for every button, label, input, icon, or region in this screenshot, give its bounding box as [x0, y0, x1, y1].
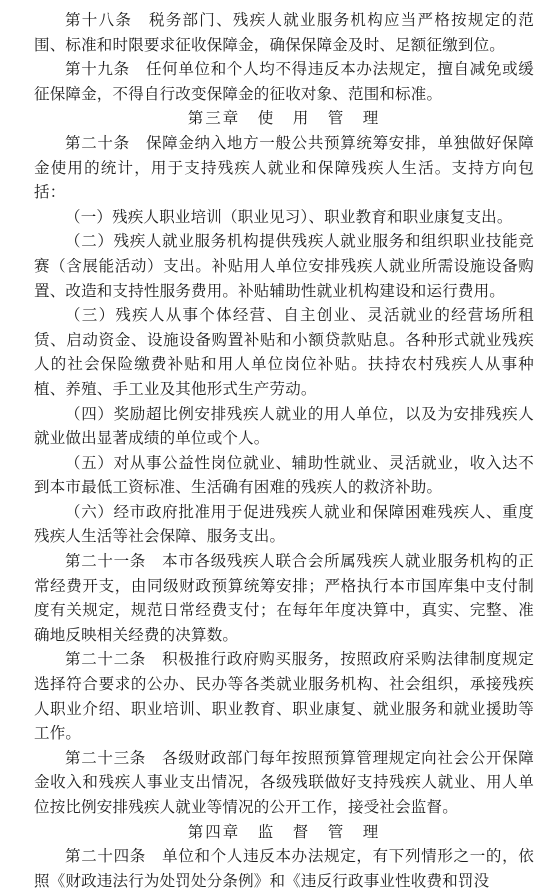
chapter-4-heading: 第四章 监 督 管 理	[187, 822, 381, 841]
article-20-item-3: （三）残疾人从事个体经营、自主创业、灵活就业的经营场所租赁、启动资金、设施设备购置补贴和小额贷款贴息。各种形式就业残疾人的社会保险缴费补贴和用人单位岗位补贴。扶持农村残疾人从事种植、养殖、手工业及其他形式生产劳动。	[34, 306, 534, 398]
article-20-item-4: （四）奖励超比例安排残疾人就业的用人单位，以及为安排残疾人就业做出显著成绩的单位或个人。	[34, 404, 534, 448]
article-20-item-2: （二）残疾人就业服务机构提供残疾人就业服务和组织职业技能竞赛（含展能活动）支出。补贴用人单位安排残疾人就业所需设施设备购置、改造和支持性服务费用。补贴辅助性就业机构建设和运行费用。	[34, 232, 534, 300]
article-23: 第二十三条 各级财政部门每年按照预算管理规定向社会公开保障金收入和残疾人事业支出情况，各级残联做好支持残疾人就业、用人单位按比例安排残疾人就业等情况的公开工作，接受社会监督。	[34, 748, 534, 816]
article-20-item-6: （六）经市政府批准用于促进残疾人就业和保障困难残疾人、重度残疾人生活等社会保障、服务支出。	[34, 502, 534, 546]
article-20: 第二十条 保障金纳入地方一般公共预算统筹安排，单独做好保障金使用的统计，用于支持残疾人就业和保障残疾人生活。支持方向包括：	[34, 133, 534, 202]
chapter-3-heading: 第三章 使 用 管 理	[187, 109, 381, 128]
article-18: 第十八条 税务部门、残疾人就业服务机构应当严格按规定的范围、标准和时限要求征收保障金，确保保障金及时、足额征缴到位。	[34, 11, 534, 54]
article-20-item-5: （五）对从事公益性岗位就业、辅助性就业、灵活就业，收入达不到本市最低工资标准、生活确有困难的残疾人的救济补助。	[34, 453, 534, 497]
article-19: 第十九条 任何单位和个人均不得违反本办法规定，擅自减免或缓征保障金，不得自行改变保障金的征收对象、范围和标准。	[34, 60, 534, 103]
article-20-item-1: （一）残疾人职业培训（职业见习）、职业教育和职业康复支出。	[65, 207, 513, 226]
article-22: 第二十二条 积极推行政府购买服务，按照政府采购法律制度规定选择符合要求的公办、民办等各类就业服务机构、社会组织，承接残疾人职业介绍、职业培训、职业教育、职业康复、就业服务和就业援助等工作。	[34, 650, 534, 743]
article-21: 第二十一条 本市各级残疾人联合会所属残疾人就业服务机构的正常经费开支，由同级财政预算统筹安排；严格执行本市国库集中支付制度有关规定，规范日常经费支付；在每年年度决算中，真实、完整、准确地反映相关经费的决算数。	[34, 552, 534, 644]
article-24: 第二十四条 单位和个人违反本办法规定，有下列情形之一的，依照《财政违法行为处罚处分条例》和《违反行政事业性收费和罚没	[34, 847, 534, 890]
